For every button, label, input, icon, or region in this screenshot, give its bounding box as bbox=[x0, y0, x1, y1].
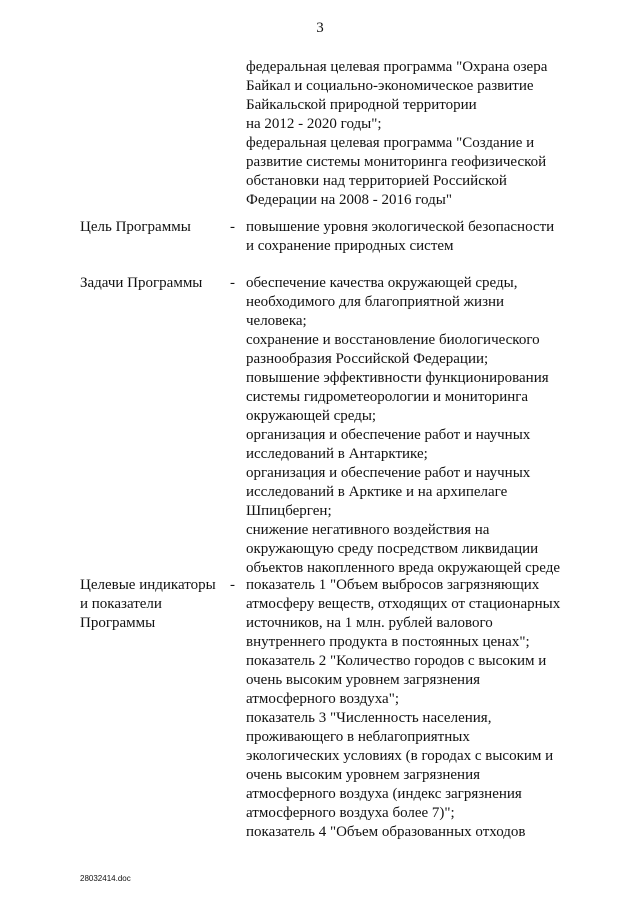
section-dash: - bbox=[230, 275, 235, 291]
section-line: человека; bbox=[246, 313, 307, 329]
intro-line: развитие системы мониторинга геофизической bbox=[246, 154, 547, 170]
section-line: показатель 3 "Численность населения, bbox=[246, 710, 492, 726]
section-line: объектов накопленного вреда окружающей среде bbox=[246, 560, 561, 576]
section-line: повышение эффективности функционирования bbox=[246, 370, 549, 386]
section-line: показатель 2 "Количество городов с высоким и bbox=[246, 653, 547, 669]
section-line: очень высоким уровнем загрязнения bbox=[246, 672, 481, 688]
section-line: организация и обеспечение работ и научных bbox=[246, 465, 531, 481]
section-line: исследований в Арктике и на архипелаге bbox=[246, 484, 508, 500]
section-line: атмосферу веществ, отходящих от стационарных bbox=[246, 596, 561, 612]
section-label bbox=[80, 218, 230, 237]
section-line: источников, на 1 млн. рублей валового bbox=[246, 615, 493, 631]
section-line: атмосферного воздуха более 7)"; bbox=[246, 805, 455, 821]
section-label-line: Цель Программы bbox=[80, 219, 191, 235]
intro-line: Федерации на 2008 - 2016 годы" bbox=[246, 192, 452, 208]
footer-filename: 28032414.doc bbox=[80, 874, 131, 883]
section-line: обеспечение качества окружающей среды, bbox=[246, 275, 518, 291]
section-dash: - bbox=[230, 219, 235, 235]
section-line: проживающего в неблагоприятных bbox=[246, 729, 470, 745]
intro-line: на 2012 - 2020 годы"; bbox=[246, 116, 382, 132]
section-line: исследований в Антарктике; bbox=[246, 446, 428, 462]
section-line: необходимого для благоприятной жизни bbox=[246, 294, 505, 310]
section-line: экологических условиях (в городах с высоким и bbox=[246, 748, 554, 764]
section-content bbox=[246, 218, 576, 256]
section-line: атмосферного воздуха"; bbox=[246, 691, 399, 707]
section-label-line: Задачи Программы bbox=[80, 275, 203, 291]
section-line: повышение уровня экологической безопасности bbox=[246, 219, 555, 235]
section-label-line: и показатели bbox=[80, 596, 162, 612]
section-line: сохранение и восстановление биологического bbox=[246, 332, 540, 348]
section-dash: - bbox=[230, 577, 235, 593]
section-line: организация и обеспечение работ и научных bbox=[246, 427, 531, 443]
intro-line: Байкальской природной территории bbox=[246, 97, 477, 113]
section-line: показатель 4 "Объем образованных отходов bbox=[246, 824, 526, 840]
section-line: и сохранение природных систем bbox=[246, 238, 454, 254]
intro-line: федеральная целевая программа "Охрана озера bbox=[246, 59, 548, 75]
section-label bbox=[80, 576, 230, 633]
intro-line: обстановки над территорией Российской bbox=[246, 173, 507, 189]
section-content bbox=[246, 274, 576, 578]
section-line: окружающей среды; bbox=[246, 408, 377, 424]
intro-line: федеральная целевая программа "Создание и bbox=[246, 135, 535, 151]
section-line: системы гидрометеорологии и мониторинга bbox=[246, 389, 529, 405]
section-line: атмосферного воздуха (индекс загрязнения bbox=[246, 786, 522, 802]
section-line: очень высоким уровнем загрязнения bbox=[246, 767, 481, 783]
section-label-line: Программы bbox=[80, 615, 156, 631]
intro-line: Байкал и социально-экономическое развитие bbox=[246, 78, 534, 94]
page-number: 3 bbox=[316, 20, 324, 36]
section-line: снижение негативного воздействия на bbox=[246, 522, 490, 538]
section-line: разнообразия Российской Федерации; bbox=[246, 351, 489, 367]
section-label bbox=[80, 274, 230, 293]
section-line: показатель 1 "Объем выбросов загрязняющих bbox=[246, 577, 540, 593]
section-line: Шпицберген; bbox=[246, 503, 332, 519]
section-label-line: Целевые индикаторы bbox=[80, 577, 216, 593]
section-line: окружающую среду посредством ликвидации bbox=[246, 541, 539, 557]
section-line: внутреннего продукта в постоянных ценах"; bbox=[246, 634, 530, 650]
section-content bbox=[246, 576, 576, 842]
intro-content bbox=[246, 58, 576, 210]
